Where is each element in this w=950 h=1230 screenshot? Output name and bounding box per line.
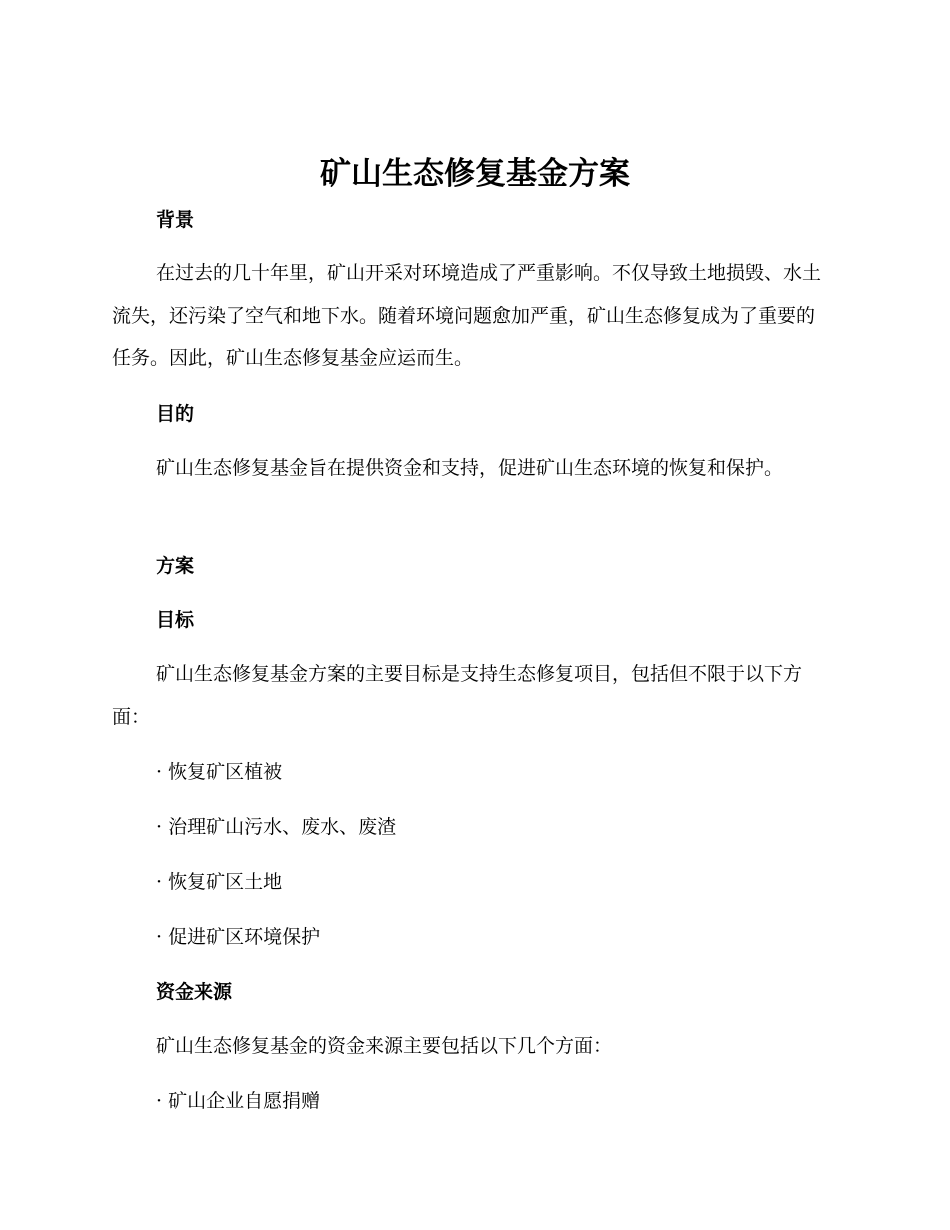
heading-background: 背景 [156,209,195,231]
heading-goal: 目标 [156,609,195,631]
paragraph-funding: 矿山生态修复基金的资金来源主要包括以下几个方面： [156,1035,613,1057]
heading-funding: 资金来源 [156,981,233,1003]
document-title: 矿山生态修复基金方案 [320,156,630,192]
paragraph-background: 在过去的几十年里，矿山开采对环境造成了严重影响。不仅导致土地损毁、水土流失，还污染了空气和地下水。随着环境问题愈加严重，矿山生态修复成为了重要的任务。因此，矿山生态修复基金应运而生。 [112,262,822,369]
heading-purpose: 目的 [156,403,195,425]
heading-plan: 方案 [156,555,195,577]
list-item-funding-1: · 矿山企业自愿捐赠 [156,1090,321,1112]
list-item-goal-2: · 治理矿山污水、废水、废渣 [156,816,397,838]
list-item-goal-3: · 恢复矿区土地 [156,871,283,893]
paragraph-purpose: 矿山生态修复基金旨在提供资金和支持，促进矿山生态环境的恢复和保护。 [156,457,784,479]
paragraph-goal: 矿山生态修复基金方案的主要目标是支持生态修复项目，包括但不限于以下方面： [112,663,803,728]
list-item-goal-1: · 恢复矿区植被 [156,761,283,783]
list-item-goal-4: · 促进矿区环境保护 [156,926,321,948]
